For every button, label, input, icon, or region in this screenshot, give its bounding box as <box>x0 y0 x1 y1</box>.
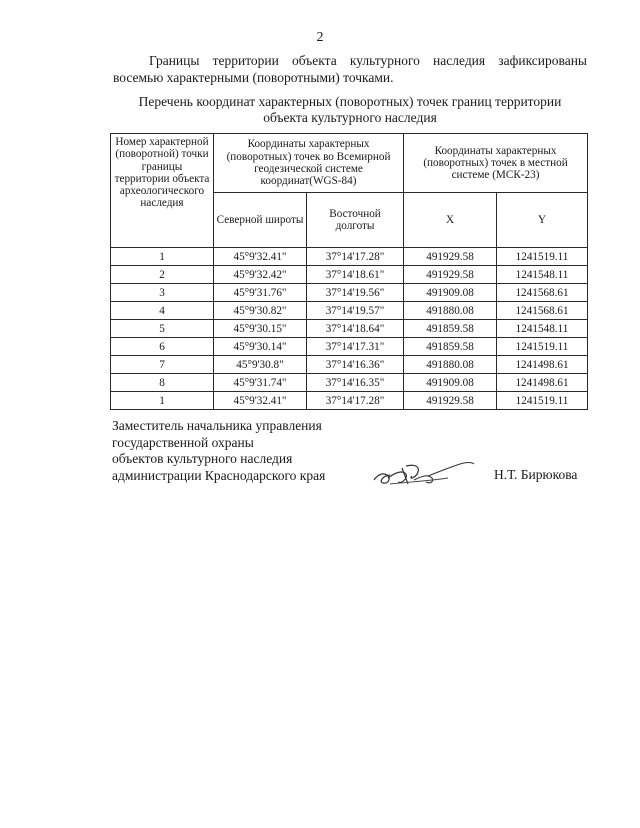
cell-point-number: 1 <box>111 248 214 266</box>
cell-x: 491909.08 <box>404 374 497 392</box>
cell-latitude: 45°9'32.42" <box>214 266 307 284</box>
signer-position-line-4: администрации Краснодарского края <box>112 467 326 483</box>
header-north-latitude: Северной широты <box>214 193 307 248</box>
cell-x: 491859.58 <box>404 320 497 338</box>
cell-latitude: 45°9'31.76" <box>214 284 307 302</box>
cell-y: 1241548.11 <box>497 266 588 284</box>
table-row <box>111 374 588 392</box>
cell-point-number: 7 <box>111 356 214 374</box>
cell-y: 1241548.11 <box>497 320 588 338</box>
page-number: 2 <box>316 30 324 45</box>
header-x: X <box>404 193 497 248</box>
cell-y: 1241568.61 <box>497 284 588 302</box>
cell-point-number: 1 <box>111 392 214 410</box>
cell-x: 491929.58 <box>404 248 497 266</box>
table-row <box>111 392 588 410</box>
cell-x: 491880.08 <box>404 356 497 374</box>
cell-latitude: 45°9'32.41" <box>214 392 307 410</box>
cell-latitude: 45°9'30.14" <box>214 338 307 356</box>
cell-point-number: 6 <box>111 338 214 356</box>
cell-y: 1241498.61 <box>497 374 588 392</box>
header-local-coordinates: Координаты характерных (поворотных) точек в местной системе (МСК-23) <box>404 134 588 193</box>
cell-longitude: 37°14'16.36" <box>307 356 404 374</box>
cell-longitude: 37°14'18.64" <box>307 320 404 338</box>
cell-longitude: 37°14'18.61" <box>307 266 404 284</box>
intro-paragraph: Границы территории объекта культурного наследия зафиксированы восемью характерными (поворотными) точками. <box>113 53 587 85</box>
signer-name: Н.Т. Бирюкова <box>494 467 578 482</box>
header-y: Y <box>497 193 588 248</box>
table-row <box>111 248 588 266</box>
cell-y: 1241519.11 <box>497 338 588 356</box>
cell-point-number: 8 <box>111 374 214 392</box>
table-row <box>111 356 588 374</box>
cell-x: 491929.58 <box>404 266 497 284</box>
cell-point-number: 4 <box>111 302 214 320</box>
coordinates-table <box>110 133 588 410</box>
signer-position-line-1: Заместитель начальника управления <box>112 418 322 433</box>
cell-latitude: 45°9'31.74" <box>214 374 307 392</box>
table-row <box>111 302 588 320</box>
table-row <box>111 266 588 284</box>
cell-x: 491909.08 <box>404 284 497 302</box>
cell-x: 491929.58 <box>404 392 497 410</box>
cell-latitude: 45°9'30.8" <box>214 356 307 374</box>
signer-position-block <box>112 418 325 484</box>
header-east-longitude: Восточной долготы <box>307 193 404 248</box>
table-row <box>111 284 588 302</box>
cell-longitude: 37°14'17.31" <box>307 338 404 356</box>
cell-longitude: 37°14'19.57" <box>307 302 404 320</box>
coordinates-list-title <box>100 94 600 126</box>
handwritten-signature <box>368 454 478 494</box>
cell-point-number: 5 <box>111 320 214 338</box>
header-wgs84-coordinates: Координаты характерных (поворотных) точек во Всемирной геодезической системе координат(WGS-84) <box>214 134 404 193</box>
list-title-line-1: Перечень координат характерных (поворотных) точек границ территории <box>138 94 562 109</box>
signer-position-line-2: государственной охраны <box>112 434 254 450</box>
cell-longitude: 37°14'17.28" <box>307 392 404 410</box>
header-point-number: Номер характерной (поворотной) точки границы территории объекта археологического наследия <box>111 134 214 248</box>
cell-latitude: 45°9'30.82" <box>214 302 307 320</box>
table-row <box>111 320 588 338</box>
cell-latitude: 45°9'32.41" <box>214 248 307 266</box>
cell-longitude: 37°14'17.28" <box>307 248 404 266</box>
cell-y: 1241498.61 <box>497 356 588 374</box>
signer-position-line-3: объектов культурного наследия <box>112 451 293 466</box>
list-title-line-2: объекта культурного наследия <box>263 110 437 125</box>
cell-longitude: 37°14'16.35" <box>307 374 404 392</box>
cell-longitude: 37°14'19.56" <box>307 284 404 302</box>
cell-latitude: 45°9'30.15" <box>214 320 307 338</box>
cell-x: 491880.08 <box>404 302 497 320</box>
cell-point-number: 2 <box>111 266 214 284</box>
cell-y: 1241519.11 <box>497 392 588 410</box>
table-row <box>111 338 588 356</box>
cell-y: 1241519.11 <box>497 248 588 266</box>
cell-point-number: 3 <box>111 284 214 302</box>
cell-x: 491859.58 <box>404 338 497 356</box>
cell-y: 1241568.61 <box>497 302 588 320</box>
